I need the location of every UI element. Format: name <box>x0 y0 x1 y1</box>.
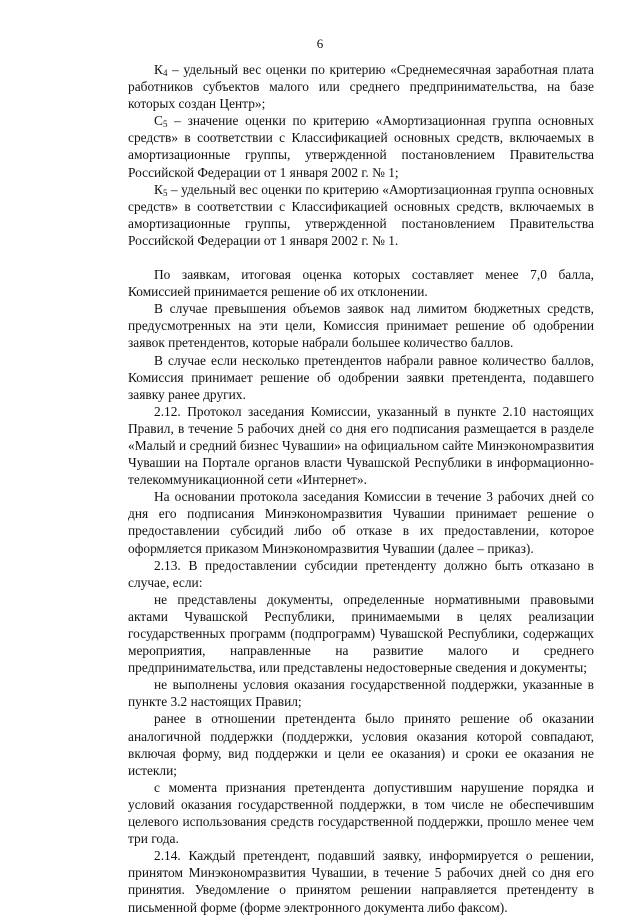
definition-text: – удельный вес оценки по критерию «Среднемесячная заработная плата работников субъектов малого или среднего предпринимательства, на базе которых создан Центр»; <box>128 62 594 112</box>
list-item-conditions-not-met: не выполнены условия оказания государственной поддержки, указанные в пункте 3.2 настоящих Правил; <box>128 677 594 710</box>
paragraph-rejection-threshold: По заявкам, итоговая оценка которых составляет менее 7,0 балла, Комиссией принимается решение об их отклонении. <box>128 267 594 300</box>
list-item-documents-not-submitted: не представлены документы, определенные нормативными правовыми актами Чувашской Республики, принимаемыми в целях реализации государственных программ (подпрограмм) Чувашской Республики, содержащих мероприятия, направленные на развитие малого и среднего предпринимательства, или представлены недостоверные сведения и документы; <box>128 591 594 676</box>
paragraph-2-13: 2.13. В предоставлении субсидии претенденту должно быть отказано в случае, если: <box>128 557 594 590</box>
definition-text: – удельный вес оценки по критерию «Амортизационная группа основных средств» в соответствии с Классификацией основных средств, включаемых в амортизационные группы, утвержденной постановлением Правительства Российской Федерации от 1 января 2002 г. № 1. <box>128 181 594 248</box>
paragraph-k5-definition <box>128 181 594 249</box>
list-item-violation-period: с момента признания претендента допустившим нарушение порядка и условий оказания государственной поддержки, в том числе не обеспечившим целевого использования средств государственной поддержки, прошло менее чем три года. <box>128 779 594 847</box>
definition-text: – значение оценки по критерию «Амортизационная группа основных средств» в соответствии с Классификацией основных средств, включаемых в амортизационные группы, утвержденной постановлением Правительства Российской Федерации от 1 января 2002 г. № 1; <box>128 113 594 180</box>
paragraph-equal-scores: В случае если несколько претендентов набрали равное количество баллов, Комиссия принимает решение об одобрении заявки претендента, подавшего заявку ранее других. <box>128 352 594 402</box>
symbol: К <box>154 62 163 77</box>
paragraph-2-12: 2.12. Протокол заседания Комиссии, указанный в пункте 2.10 настоящих Правил, в течение 5 рабочих дней со дня его подписания размещается в разделе «Малый и средний бизнес Чувашии» на официальном сайте Минэкономразвития Чувашии на Портале органов власти Чувашской Республики в информационно-телекоммуникационной сети «Интернет». <box>128 403 594 488</box>
paragraph-order-decision: На основании протокола заседания Комиссии в течение 3 рабочих дней со дня его подписания Минэкономразвития Чувашии принимает решение о предоставлении субсидий либо об отказе в их предоставлении, которое оформляется приказом Минэкономразвития Чувашии (далее – приказ). <box>128 489 594 556</box>
symbol: К <box>154 181 163 197</box>
paragraph-2-14: 2.14. Каждый претендент, подавший заявку, информируется о решении, принятом Минэкономразвития Чувашии, в течение 5 рабочих дней со дня его принятия. Уведомление о принятом решении направляется претенденту в письменной форме (форме электронного документа либо факсом). <box>128 848 594 915</box>
page-number: 6 <box>316 36 324 51</box>
paragraph-budget-excess: В случае превышения объемов заявок над лимитом бюджетных средств, предусмотренных на эти цели, Комиссия принимает решение об одобрении заявок претендентов, которые набрали большее количество баллов. <box>128 301 594 351</box>
symbol-subscript: 5 <box>162 187 168 198</box>
symbol-subscript: 4 <box>162 68 168 78</box>
symbol-subscript: 5 <box>162 119 168 130</box>
paragraph-k4-definition <box>128 61 594 112</box>
symbol: С <box>154 113 163 129</box>
list-item-prior-support: ранее в отношении претендента было принято решение об оказании аналогичной поддержки (поддержки, условия оказания которой совпадают, включая форму, вид поддержки и цели ее оказания) и сроки ее оказания не истекли; <box>128 711 594 778</box>
paragraph-c5-definition <box>128 112 594 180</box>
document-body <box>128 61 594 916</box>
